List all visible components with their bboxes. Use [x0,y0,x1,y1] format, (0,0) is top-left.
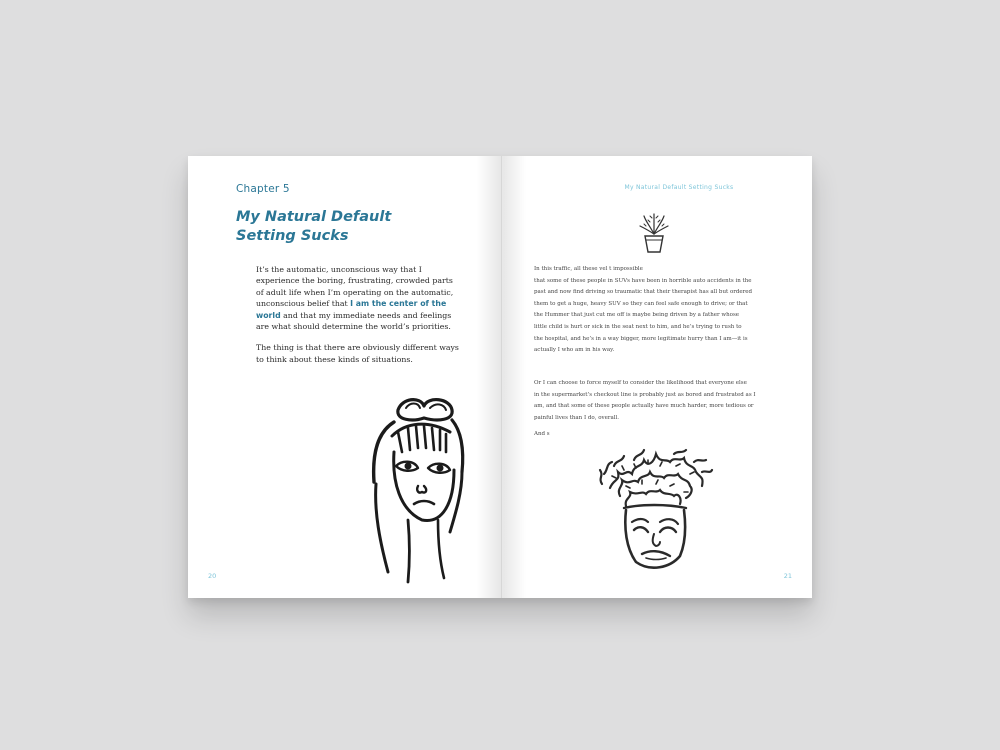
text-line: the hospital, and he’s in a way bigger, more legitimate hurry than I am—it is [534,335,748,342]
text-line: little child is hurt or sick in the seat next to him, and he’s trying to rush to [534,323,742,330]
page-number: 20 [208,572,217,580]
text-line: am, and that some of these people actually have much harder, more tedious or [534,403,754,410]
plant-head-face-sketch [590,448,720,578]
text-line: actually I who am in his way. [534,347,615,354]
chapter-title-line-2: Setting Sucks [236,228,349,244]
right-paragraph-2 [534,378,764,424]
open-book [188,156,812,598]
text-line: In this traffic, all these vel t impossible [534,266,643,272]
paragraph-text: It’s the automatic, unconscious way that I experience the boring, frustrating, crowded parts of adult life when I’m operating on the automatic, unconscious belief that [256,265,454,309]
paragraph: The thing is that there are obviously different ways to think about these kinds of situations. [256,343,459,364]
right-page [504,156,812,598]
running-head: My Natural Default Setting Sucks [624,184,734,191]
text-line: painful lives than I do, overall. [534,414,620,421]
gutter-shadow [504,156,526,598]
paragraph-text: and that my immediate needs and feelings are what should determine the world’s priorities. [256,310,452,332]
gutter-shadow [476,156,502,598]
text-line: the Hummer that just cut me off is maybe being driven by a father whose [534,312,740,319]
chapter-title [236,208,436,246]
text-line: in the supermarket’s checkout line is probably just as bored and frustrated as I [534,391,756,398]
chapter-title-line-1: My Natural Default [236,209,392,225]
left-body-text [256,264,461,375]
potted-plant-sketch [636,212,672,256]
right-paragraph-1 [534,264,764,357]
chapter-label: Chapter 5 [236,183,290,195]
woman-face-sketch [358,392,478,592]
highlighted-phrase: I am the center of the world [256,299,447,320]
text-line: Or I can choose to force myself to consider the likelihood that everyone else [534,380,747,386]
text-line: past and now find driving so traumatic that their therapist has all but ordered [534,289,753,296]
paragraph [256,264,461,332]
text-line: them to get a huge, heavy SUV so they can feel safe enough to drive; or that [534,300,748,307]
right-paragraph-3: And s [534,431,550,437]
page-number: 21 [783,572,792,580]
left-page [188,156,502,598]
text-line: that some of these people in SUVs have been in horrible auto accidents in the [534,277,752,284]
